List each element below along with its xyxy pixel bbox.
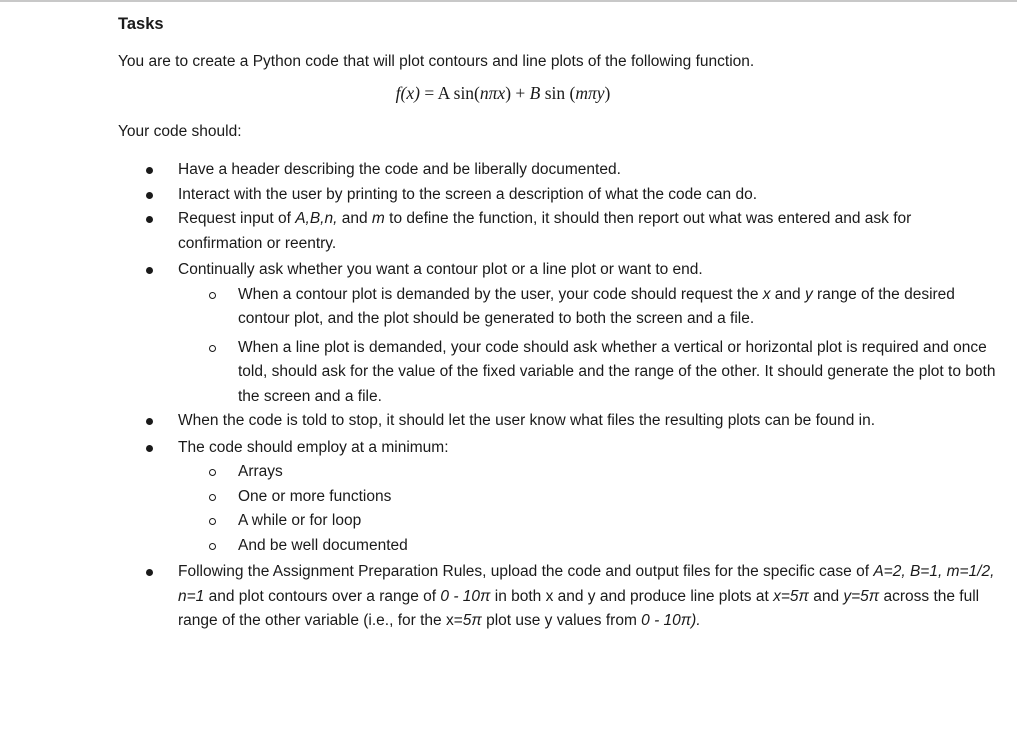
sublist-item-arrays: [178, 460, 998, 485]
list-item-request: [118, 207, 998, 256]
sublist-item-line: [178, 336, 998, 410]
bullet-icon: [146, 167, 153, 174]
text-italic: 5π: [462, 612, 482, 629]
requirements-list: [118, 158, 998, 634]
formula-sin2: sin (: [540, 83, 576, 103]
bullet-icon: [146, 418, 153, 425]
text-italic: y: [804, 285, 813, 303]
bullet-icon: [146, 192, 153, 199]
document-page: [118, 12, 998, 634]
intro-paragraph: You are to create a Python code that will plot contours and line plots of the following function.: [118, 53, 755, 70]
list-item-interact: [118, 183, 998, 208]
text-italic: m: [371, 210, 385, 227]
hollow-bullet-icon: [209, 469, 216, 476]
formula-lhs: f(x): [395, 83, 420, 103]
list-item-final: [118, 560, 998, 634]
text-italic: A,B,n,: [295, 210, 338, 227]
bullet-icon: [146, 216, 153, 223]
text-run: in both x and y and produce line plots at: [490, 587, 774, 605]
sublist-item-loop: [178, 509, 998, 534]
text-run: plot use y values from: [481, 612, 642, 629]
hollow-bullet-icon: [209, 345, 216, 352]
formula-end: ): [604, 83, 611, 103]
sublist-item-contour: [178, 283, 998, 332]
sublist-item-functions: [178, 485, 998, 510]
text-run: to define the function, it should then report out what was entered and ask for confirmation or reentry.: [178, 210, 912, 252]
list-item-text: [178, 563, 994, 629]
text-italic: x=5π: [773, 587, 809, 605]
text-run: and: [337, 210, 372, 227]
sublist-item-text: [238, 286, 955, 328]
list-item-employ: [118, 436, 998, 559]
list-item-text: Continually ask whether you want a contour plot or a line plot or want to end.: [178, 261, 703, 278]
text-italic: 0 - 10π: [440, 587, 491, 605]
list-item-text: Have a header describing the code and be liberally documented.: [178, 161, 621, 178]
top-border-line: [0, 0, 1017, 2]
sublist-item-documented: [178, 534, 998, 559]
formula-eq: = A sin(: [419, 83, 480, 103]
sublist-item-text: A while or for loop: [238, 512, 362, 529]
hollow-bullet-icon: [209, 543, 216, 550]
list-item-text: The code should employ at a minimum:: [178, 438, 449, 456]
bullet-icon: [146, 569, 153, 576]
formula-b: B: [529, 83, 541, 103]
list-item-text: [178, 210, 911, 252]
hollow-bullet-icon: [209, 494, 216, 501]
list-item-text: Interact with the user by printing to the screen a description of what the code can do.: [178, 185, 758, 203]
minimum-sublist: [178, 460, 998, 558]
sublist-item-text: Arrays: [238, 463, 283, 480]
section-heading: Tasks: [118, 15, 164, 33]
requirements-intro: Your code should:: [118, 123, 242, 140]
list-item-stop: [118, 409, 998, 434]
sublist-item-text: And be well documented: [238, 536, 408, 554]
text-italic: y=5π: [843, 587, 880, 605]
list-item-text: When the code is told to stop, it should let the user know what files the resulting plots can be found in.: [178, 412, 876, 429]
text-run: When a contour plot is demanded by the user, your code should request the: [238, 285, 763, 303]
text-italic: 0 - 10π).: [641, 612, 701, 629]
text-italic: x: [762, 285, 771, 303]
text-run: Following the Assignment Preparation Rules, upload the code and output files for the specific case of: [178, 563, 874, 580]
sublist-item-text: When a line plot is demanded, your code should ask whether a vertical or horizontal plot is required and once told, should ask for the value of the fixed variable and the range of the other. It should generate the plot to both the screen and a file.: [238, 338, 996, 405]
text-run: and plot contours over a range of: [204, 587, 441, 605]
function-formula: [118, 80, 998, 106]
text-run: range of the desired contour plot, and the plot should be generated to both the screen and a file.: [238, 285, 955, 327]
formula-arg1: nπx: [479, 83, 506, 103]
formula-arg2: mπy: [575, 83, 605, 103]
hollow-bullet-icon: [209, 518, 216, 525]
list-item-header: [118, 158, 998, 183]
bullet-icon: [146, 267, 153, 274]
text-italic: A=2, B=1, m=1/2, n=1: [178, 563, 995, 605]
text-run: Request input of: [178, 210, 296, 227]
sublist-item-text: One or more functions: [238, 487, 392, 505]
text-run: and: [770, 285, 805, 303]
bullet-icon: [146, 445, 153, 452]
formula-mid: ) +: [505, 83, 530, 103]
list-item-continual: [118, 258, 998, 409]
hollow-bullet-icon: [209, 292, 216, 299]
plot-options-sublist: [178, 283, 998, 410]
text-run: and: [808, 587, 844, 605]
text-run: across the full range of the other variable (i.e., for the x=: [178, 587, 980, 629]
